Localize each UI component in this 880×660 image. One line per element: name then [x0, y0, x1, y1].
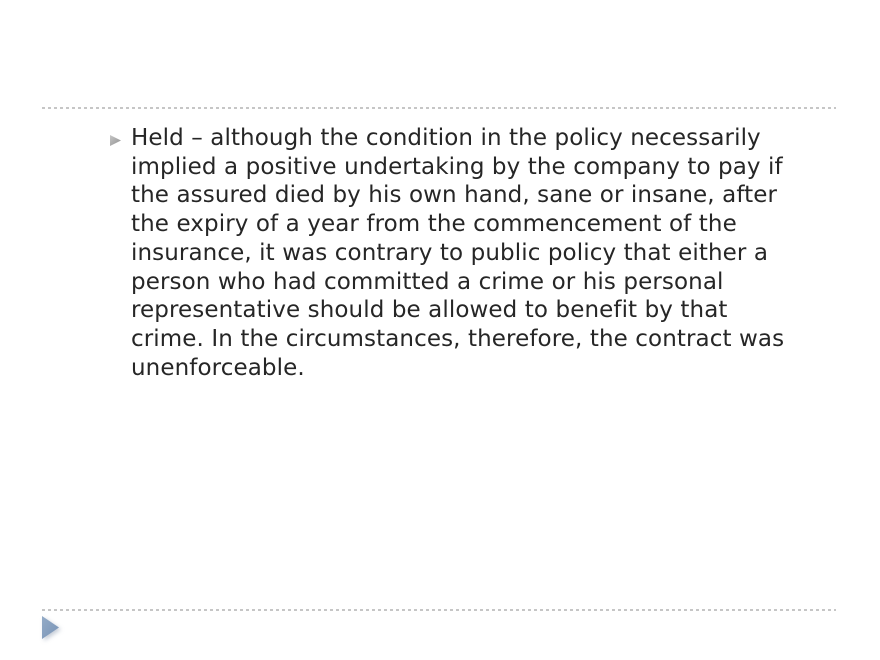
- paragraph-line: Held – although the condition in the policy necessarily: [131, 125, 761, 151]
- bottom-divider: [42, 609, 836, 611]
- paragraph-line: implied a positive undertaking by the company to pay if: [131, 153, 783, 180]
- paragraph-line: insurance, it was contrary to public policy that either a: [131, 239, 769, 266]
- paragraph-line: the assured died by his own hand, sane or insane, after: [131, 182, 778, 209]
- bullet-paragraph: [131, 124, 841, 382]
- corner-triangle-right-icon: [41, 615, 63, 643]
- paragraph-line: crime. In the circumstances, therefore, the contract was: [131, 325, 785, 352]
- paragraph-line: person who had committed a crime or his personal: [131, 268, 724, 295]
- paragraph-line: unenforceable.: [131, 354, 305, 381]
- triangle-bullet-icon: [110, 131, 121, 142]
- paragraph-line: representative should be allowed to benefit by that: [131, 297, 728, 324]
- top-divider: [42, 107, 836, 109]
- paragraph-line: the expiry of a year from the commencement of the: [131, 211, 737, 238]
